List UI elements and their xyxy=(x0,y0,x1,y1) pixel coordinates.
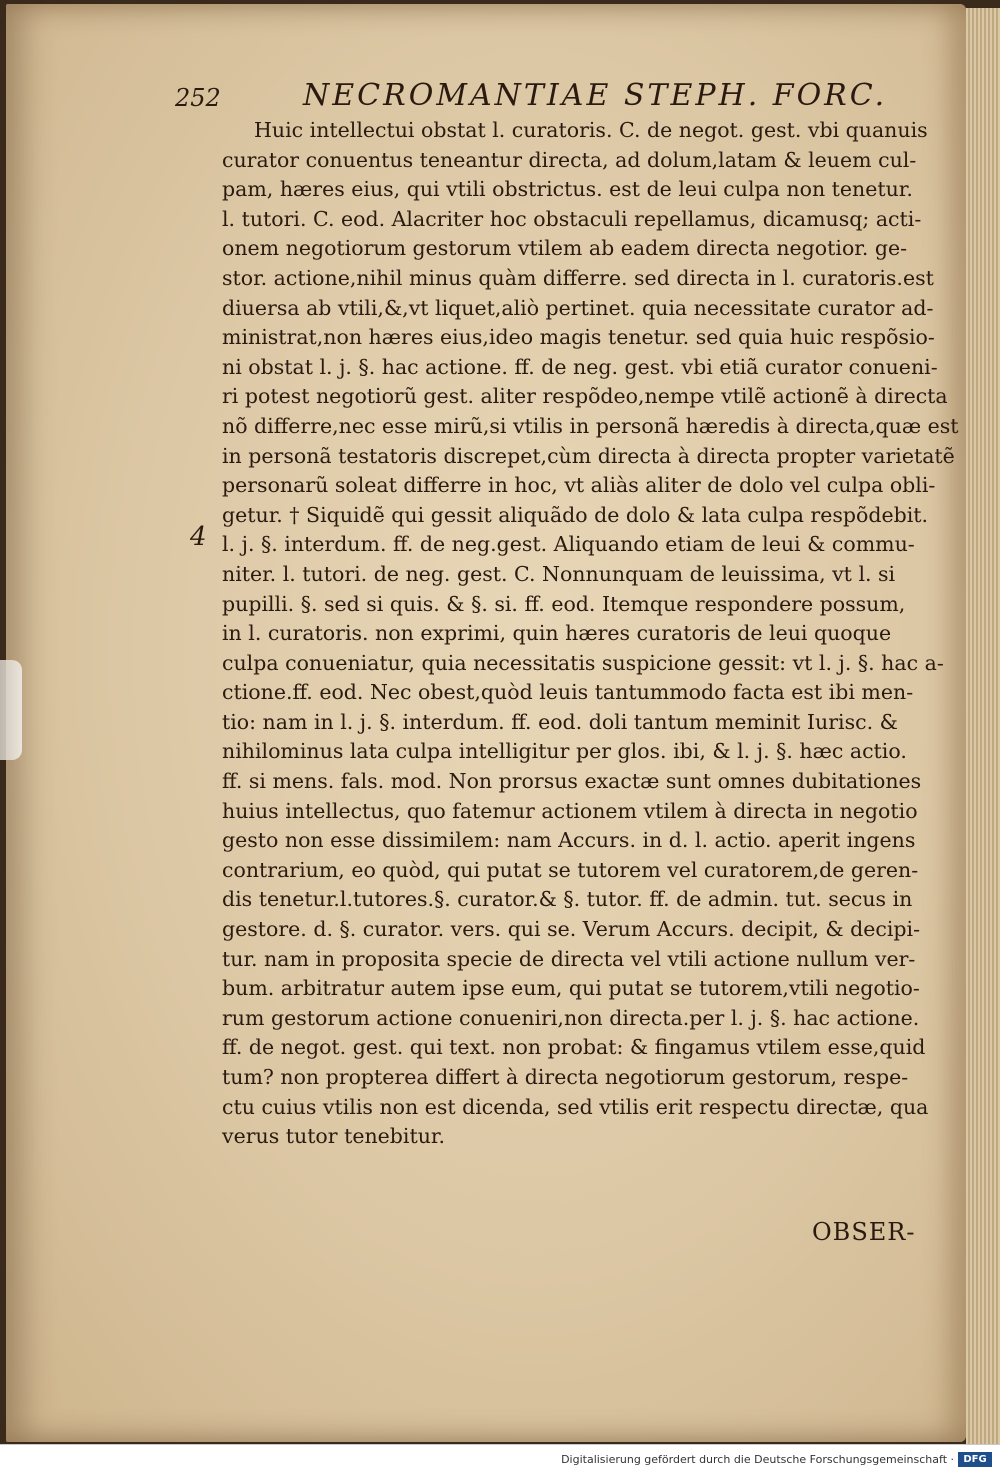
text-line: nihilominus lata culpa intelligitur per glos. ibi, & l. j. §. hæc actio. xyxy=(222,739,907,764)
text-line: gestore. d. §. curator. vers. qui se. Verum Accurs. decipit, & decipi- xyxy=(222,917,921,942)
margin-number: 4 xyxy=(190,522,207,552)
text-line: in personã testatoris discrepet,cùm directa à directa propter varietatẽ xyxy=(222,443,955,468)
text-line: ministrat,non hæres eius,ideo magis tenetur. sed quia huic respõsio- xyxy=(222,325,935,350)
text-line: pam, hæres eius, qui vtili obstrictus. est de leui culpa non tenetur. xyxy=(222,177,913,202)
text-line: culpa conueniatur, quia necessitatis suspicione gessit: vt l. j. §. hac a- xyxy=(222,650,944,675)
text-line: ff. de negot. gest. qui text. non probat: & fingamus vtilem esse,quid xyxy=(222,1035,926,1060)
text-line: onem negotiorum gestorum vtilem ab eadem directa negotior. ge- xyxy=(222,236,908,261)
text-line: l. tutori. C. eod. Alacriter hoc obstaculi repellamus, dicamusq; acti- xyxy=(222,206,922,231)
text-line: in l. curatoris. non exprimi, quin hæres curatoris de leui quoque xyxy=(222,621,892,646)
body-text xyxy=(222,116,959,1152)
text-line: verus tutor tenebitur. xyxy=(222,1124,445,1149)
text-line: personarũ soleat differre in hoc, vt aliàs aliter de dolo vel culpa obli- xyxy=(222,473,936,498)
text-line: rum gestorum actione conueniri,non directa.per l. j. §. hac actione. xyxy=(222,1005,920,1030)
text-line: diuersa ab vtili,&,vt liquet,aliò pertinet. quia necessitate curator ad- xyxy=(222,295,934,320)
text-line: getur. † Siquidẽ qui gessit aliquãdo de dolo & lata culpa respõdebit. xyxy=(222,502,929,527)
text-line: tur. nam in proposita specie de directa vel vtili actione nullum ver- xyxy=(222,946,916,971)
footer-bar xyxy=(0,1444,1000,1475)
text-line: ni obstat l. j. §. hac actione. ff. de neg. gest. vbi etiã curator conueni- xyxy=(222,354,938,379)
text-line: nõ differre,nec esse mirũ,si vtilis in personã hæredis à directa,quæ est xyxy=(222,413,959,438)
text-line: l. j. §. interdum. ff. de neg.gest. Aliquando etiam de leui & commu- xyxy=(222,532,915,557)
dfg-logo[interactable]: DFG xyxy=(958,1452,992,1467)
text-line: contrarium, eo quòd, qui putat se tutorem vel curatorem,de geren- xyxy=(222,857,919,882)
text-line: ctu cuius vtilis non est dicenda, sed vtilis erit respectu directæ, qua xyxy=(222,1094,929,1119)
text-line: ff. si mens. fals. mod. Non prorsus exactæ sunt omnes dubitationes xyxy=(222,769,922,794)
page-clip xyxy=(0,660,22,760)
text-line: stor. actione,nihil minus quàm differre. sed directa in l. curatoris.est xyxy=(222,265,934,290)
text-line: bum. arbitratur autem ipse eum, qui putat se tutorem,vtili negotio- xyxy=(222,976,920,1001)
text-line: gesto non esse dissimilem: nam Accurs. in d. l. actio. aperit ingens xyxy=(222,828,916,853)
text-line: tum? non propterea differt à directa negotiorum gestorum, respe- xyxy=(222,1065,909,1089)
running-title: NECROMANTIAE STEPH. FORC. xyxy=(303,78,888,113)
text-line: huius intellectus, quo fatemur actionem vtilem à directa in negotio xyxy=(222,798,918,823)
text-line: ri potest negotiorũ gest. aliter respõdeo,nempe vtilẽ actionẽ à directa xyxy=(222,384,948,409)
text-line: tio: nam in l. j. §. interdum. ff. eod. doli tantum meminit Iurisc. & xyxy=(222,709,898,734)
page-header xyxy=(175,78,915,118)
footer-credit: Digitalisierung gefördert durch die Deutsche Forschungsgemeinschaft · xyxy=(561,1453,954,1466)
page-number: 252 xyxy=(175,84,221,112)
text-line: curator conuentus teneantur directa, ad dolum,latam & leuem cul- xyxy=(222,147,917,172)
catchword: OBSER- xyxy=(812,1218,916,1246)
text-line: dis tenetur.l.tutores.§. curator.& §. tutor. ff. de admin. tut. secus in xyxy=(222,887,913,912)
text-line: niter. l. tutori. de neg. gest. C. Nonnunquam de leuissima, vt l. si xyxy=(222,561,896,586)
text-line: Huic intellectui obstat l. curatoris. C. de negot. gest. vbi quanuis xyxy=(254,118,928,142)
text-line: pupilli. §. sed si quis. & §. si. ff. eod. Itemque respondere possum, xyxy=(222,591,906,616)
page-edge xyxy=(966,8,1000,1444)
text-line: ctione.ff. eod. Nec obest,quòd leuis tantummodo facta est ibi men- xyxy=(222,680,914,705)
